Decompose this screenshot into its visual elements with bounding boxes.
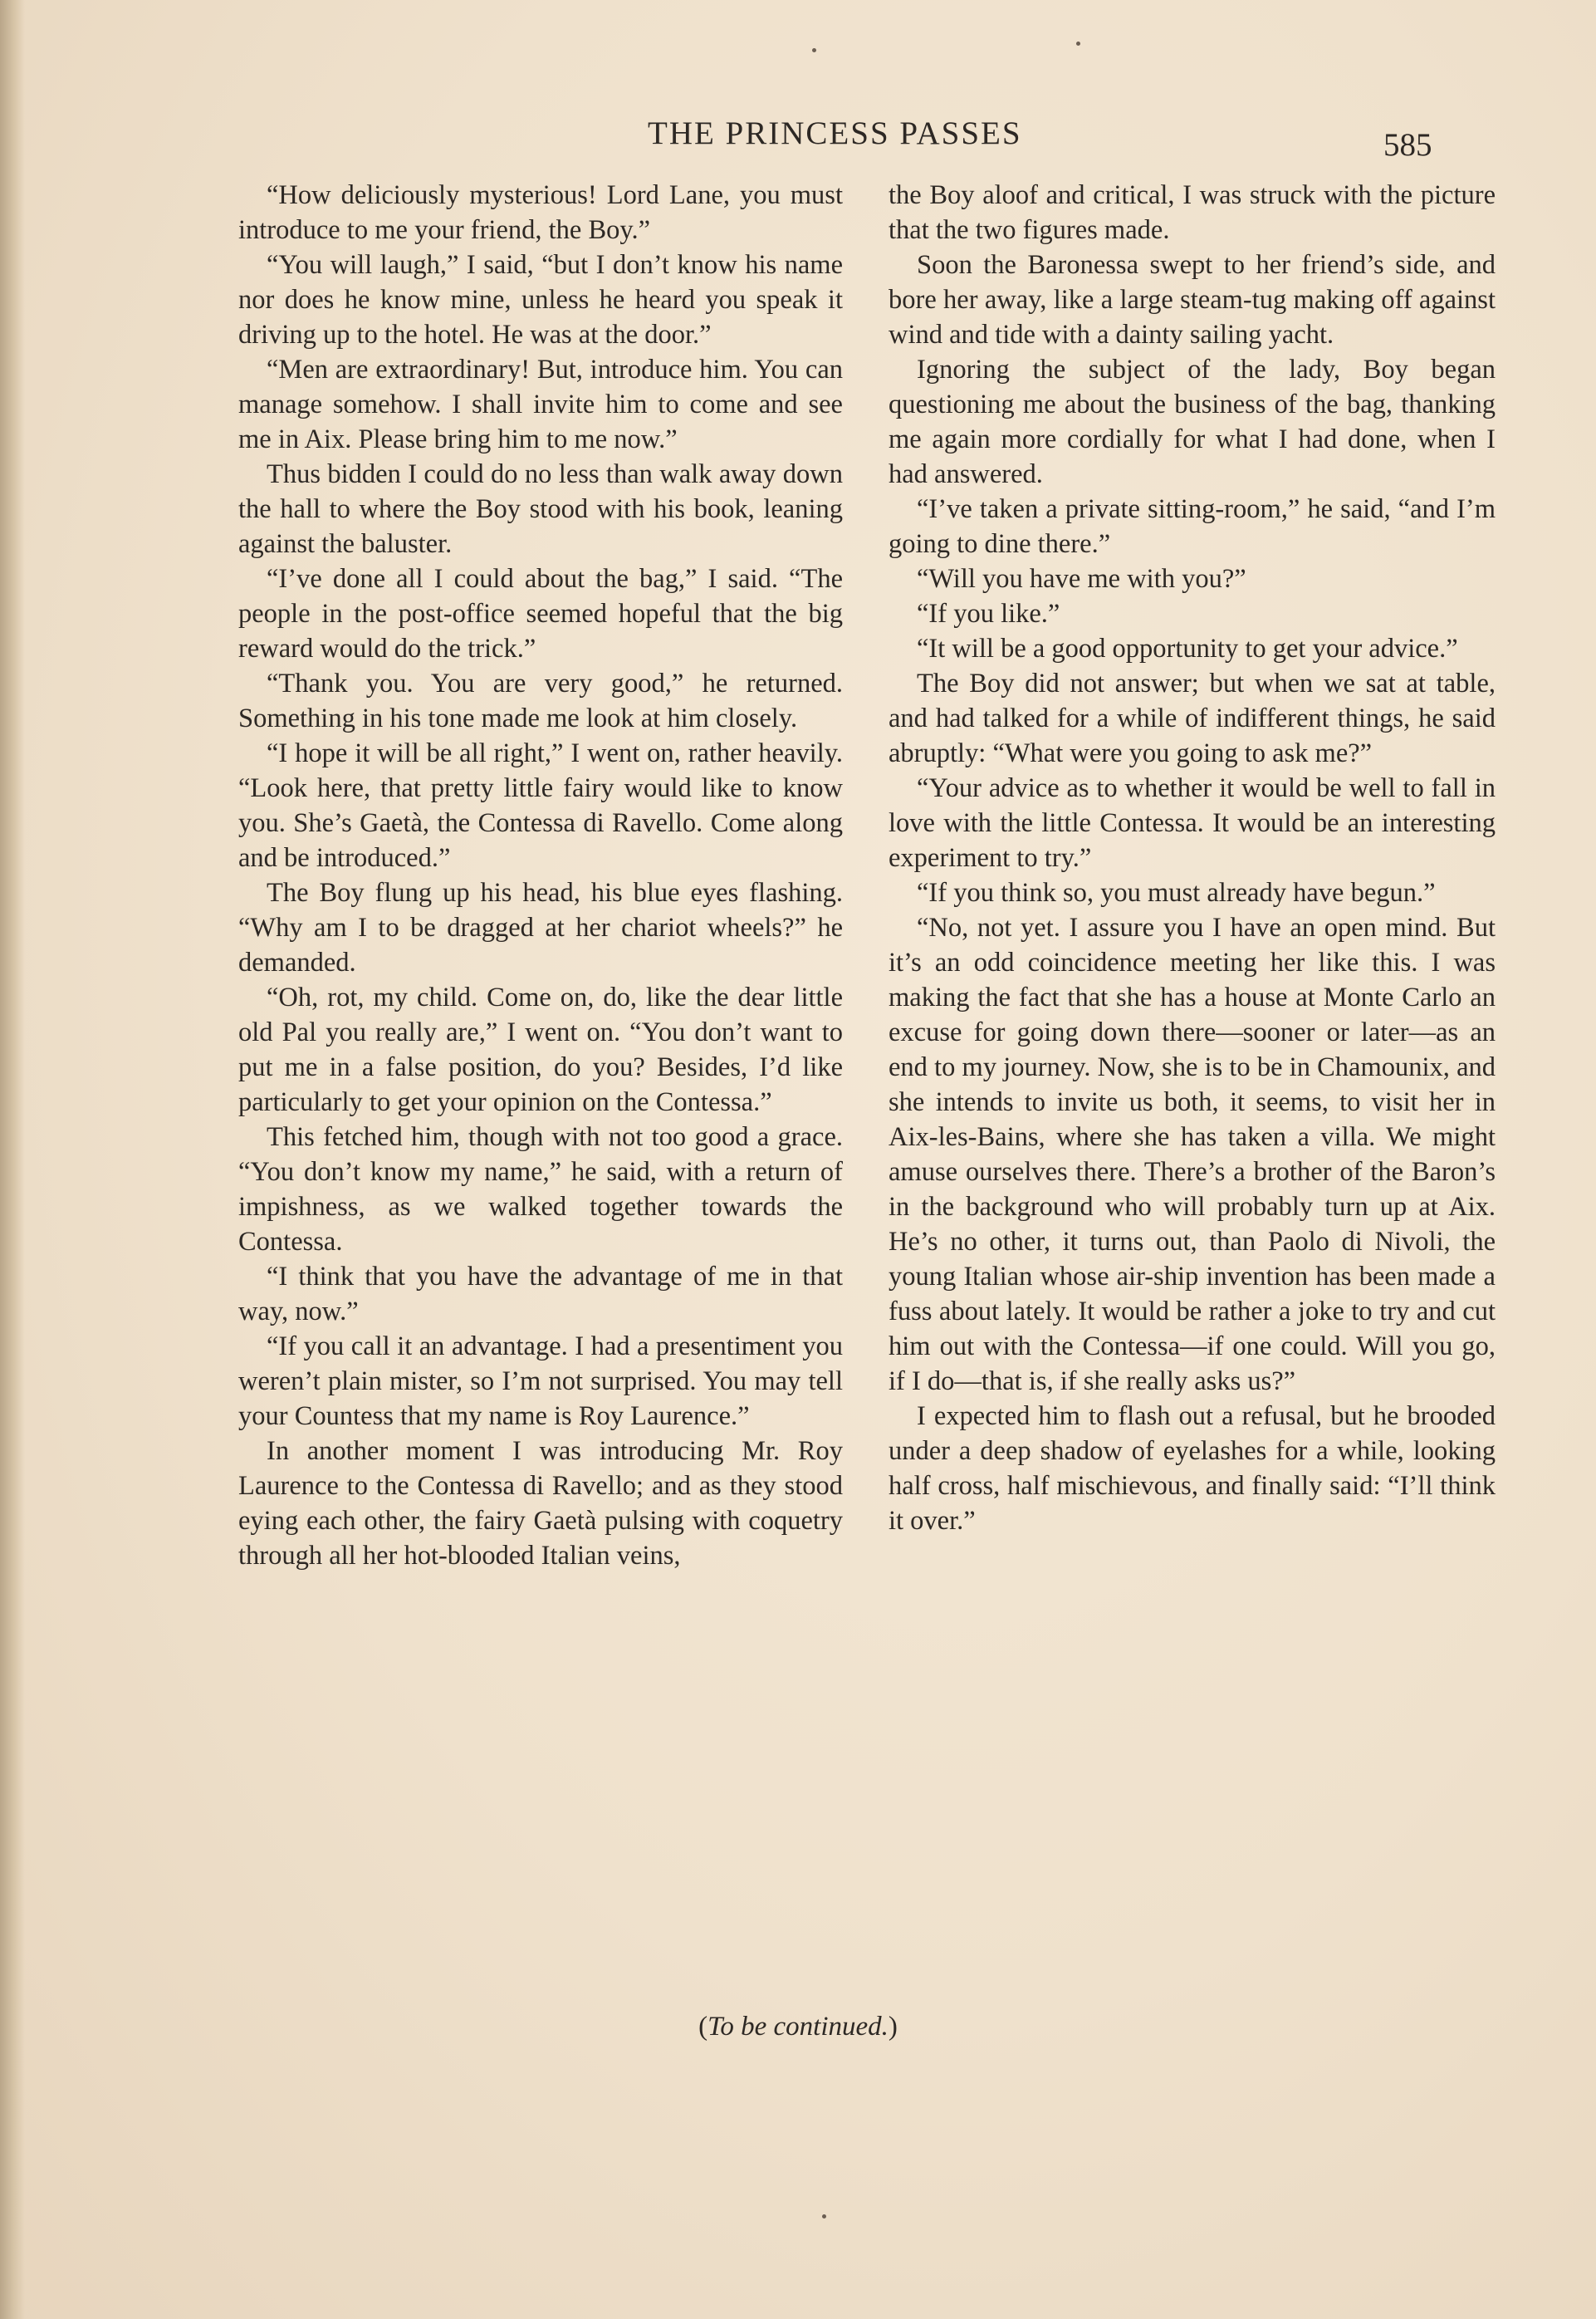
paragraph: “Thank you. You are very good,” he returned. Something in his tone made me look at him closely. bbox=[238, 669, 843, 733]
paper-speck bbox=[822, 2214, 826, 2218]
paragraph: “How deliciously mysterious! Lord Lane, you must introduce to me your friend, the Boy.” bbox=[238, 180, 843, 245]
paragraph: “I think that you have the advantage of me in that way, now.” bbox=[238, 1262, 843, 1326]
paragraph: “If you think so, you must already have begun.” bbox=[917, 878, 1436, 908]
paragraph: “Oh, rot, my child. Come on, do, like the dear little old Pal you really are,” I went on. “You don’t want to put me in a false position, do you? Besides, I’d like particularly to get your opinion on the Contessa.” bbox=[238, 983, 843, 1117]
paragraph-continuation: the Boy aloof and critical, I was struck with the picture that the two figures made. bbox=[889, 180, 1496, 245]
page-number: 585 bbox=[1383, 127, 1432, 163]
to-be-continued-note bbox=[0, 2012, 1596, 2042]
paragraph: Ignoring the subject of the lady, Boy began questioning me about the business of the bag, thanking me again more cordially for what I had done, when I had answered. bbox=[889, 355, 1496, 489]
paragraph: This fetched him, though with not too good a grace. “You don’t know my name,” he said, with a return of impishness, as we walked together towards the Contessa. bbox=[238, 1122, 843, 1257]
paper-speck bbox=[1076, 42, 1080, 46]
page-title: THE PRINCESS PASSES bbox=[648, 115, 1022, 151]
paragraph: “It will be a good opportunity to get your advice.” bbox=[917, 634, 1458, 664]
paragraph: Thus bidden I could do no less than walk away down the hall to where the Boy stood with his book, leaning against the baluster. bbox=[238, 459, 843, 559]
paragraph: “Men are extraordinary! But, introduce him. You can manage somehow. I shall invite him to come and see me in Aix. Please bring him to me now.” bbox=[238, 355, 843, 454]
paragraph: “Will you have me with you?” bbox=[917, 564, 1246, 594]
paragraph: The Boy did not answer; but when we sat at table, and had talked for a while of indifferent things, he said abruptly: “What were you going to ask me?” bbox=[889, 669, 1496, 768]
paragraph: I expected him to flash out a refusal, but he brooded under a deep shadow of eyelashes for a while, looking half cross, half mischievous, and finally said: “I’ll think it over.” bbox=[889, 1401, 1496, 1536]
book-spine-shadow bbox=[0, 0, 25, 2319]
paragraph: “No, not yet. I assure you I have an open mind. But it’s an odd coincidence meeting her like this. I was making the fact that she has a house at Monte Carlo an excuse for going down there—sooner or later—as an end to my journey. Now, she is to be in Chamounix, and she intends to invite us both, it seems, to visit her in Aix-les-Bains, where she has taken a villa. We might amuse ourselves there. There’s a brother of the Baron’s in the background who will probably turn up at Aix. He’s no other, it turns out, than Paolo di Nivoli, the young Italian whose air-ship invention has been made a fuss about lately. It would be rather a joke to try and cut him out with the Contessa—if one could. Will you go, if I do—that is, if she really asks us?” bbox=[889, 913, 1496, 1396]
paragraph: “You will laugh,” I said, “but I don’t know his name nor does he know mine, unless he heard you speak it driving up to the hotel. He was at the door.” bbox=[238, 250, 843, 350]
paragraph: “If you like.” bbox=[917, 599, 1060, 629]
paper-speck bbox=[812, 48, 816, 52]
close-paren: ) bbox=[888, 2012, 898, 2042]
left-column bbox=[238, 178, 843, 1992]
paragraph: In another moment I was introducing Mr. Roy Laurence to the Contessa di Ravello; and as they stood eying each other, the fairy Gaetà pulsing with coquetry through all her hot-blooded Italian veins, bbox=[238, 1436, 843, 1571]
paragraph: “Your advice as to whether it would be well to fall in love with the little Contessa. It would be an interesting experiment to try.” bbox=[889, 773, 1496, 873]
continued-text: To be continued. bbox=[707, 2012, 889, 2042]
paragraph: The Boy flung up his head, his blue eyes flashing. “Why am I to be dragged at her chariot wheels?” he demanded. bbox=[238, 878, 843, 978]
paragraph: “I’ve done all I could about the bag,” I said. “The people in the post-office seemed hopeful that the big reward would do the trick.” bbox=[238, 564, 843, 664]
paragraph: Soon the Baronessa swept to her friend’s side, and bore her away, like a large steam-tug making off against wind and tide with a dainty sailing yacht. bbox=[889, 250, 1496, 350]
paragraph: “I’ve taken a private sitting-room,” he said, “and I’m going to dine there.” bbox=[889, 494, 1496, 559]
open-paren: ( bbox=[698, 2012, 708, 2042]
paragraph: “I hope it will be all right,” I went on, rather heavily. “Look here, that pretty little fairy would like to know you. She’s Gaetà, the Contessa di Ravello. Come along and be introduced.” bbox=[238, 738, 843, 873]
paragraph: “If you call it an advantage. I had a presentiment you weren’t plain mister, so I’m not surprised. You may tell your Countess that my name is Roy Laurence.” bbox=[238, 1331, 843, 1431]
running-header bbox=[0, 115, 1596, 164]
right-column bbox=[889, 178, 1496, 1992]
